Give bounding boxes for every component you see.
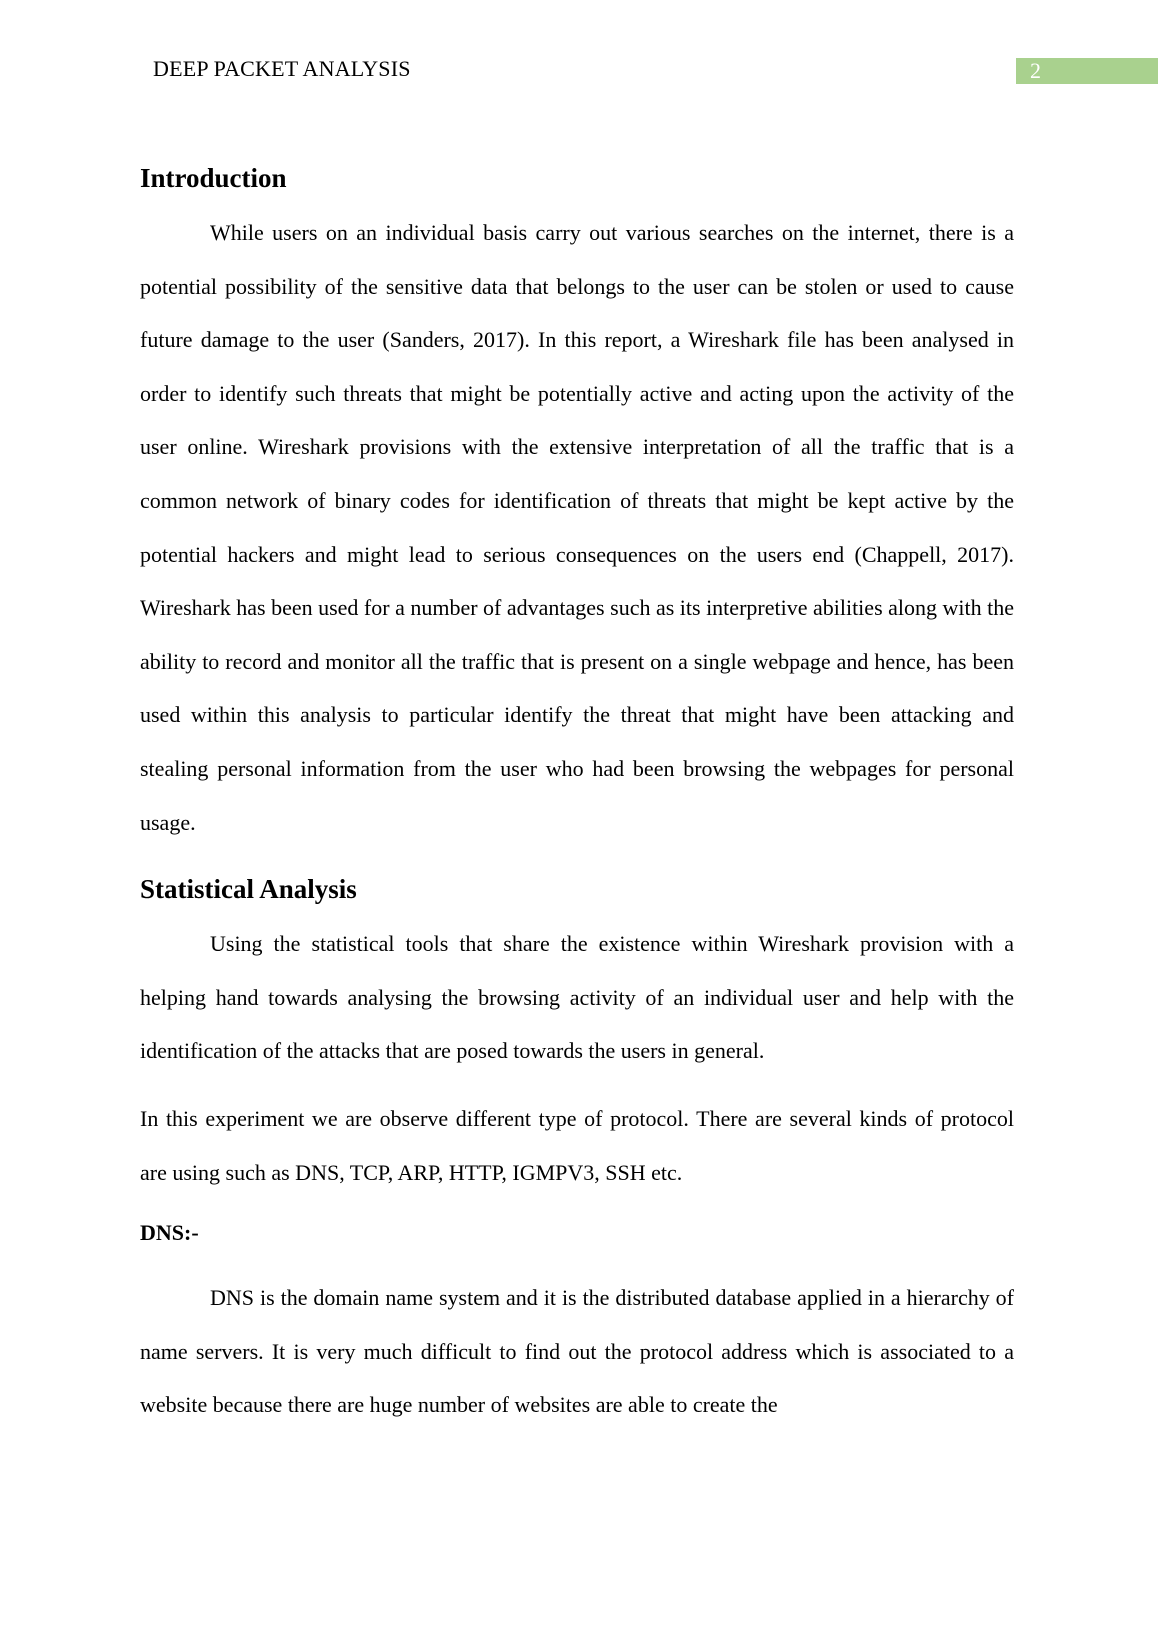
introduction-paragraph: While users on an individual basis carry out various searches on the internet, there is a potential possibility of the sensitive data that belongs to the user can be stolen or used to cause future damage to the user (Sanders, 2017). In this report, a Wireshark file has been analysed in order to identify such threats that might be potentially active and acting upon the activity of the user online. Wireshark provisions with the extensive interpretation of all the traffic that is a common network of binary codes for identification of threats that might be kept active by the potential hackers and might lead to serious consequences on the users end (Chappell, 2017). Wireshark has been used for a number of advantages such as its interpretive abilities along with the ability to record and monitor all the traffic that is present on a single webpage and hence, has been used within this analysis to particular identify the threat that might have been attacking and stealing personal information from the user who had been browsing the webpages for personal usage. <box>140 220 1014 835</box>
document-body <box>140 156 1014 1432</box>
dns-subheading: DNS:- <box>140 1220 199 1246</box>
statistical-analysis-paragraph-1: Using the statistical tools that share the existence within Wireshark provision with a helping hand towards analysing the browsing activity of an individual user and help with the identification of the attacks that are posed towards the users in general. <box>140 931 1014 1064</box>
running-head-title: DEEP PACKET ANALYSIS <box>153 56 411 81</box>
page-number-badge <box>1016 58 1158 84</box>
dns-paragraph: DNS is the domain name system and it is the distributed database applied in a hierarchy of name servers. It is very much difficult to find out the protocol address which is associated to a website because there are huge number of websites are able to create the <box>140 1285 1014 1418</box>
introduction-heading: Introduction <box>140 163 287 193</box>
statistical-analysis-paragraph-2: In this experiment we are observe different type of protocol. There are several kinds of protocol are using such as DNS, TCP, ARP, HTTP, IGMPV3, SSH etc. <box>140 1105 1014 1185</box>
page-number: 2 <box>1030 58 1041 83</box>
statistical-analysis-heading: Statistical Analysis <box>140 874 357 905</box>
